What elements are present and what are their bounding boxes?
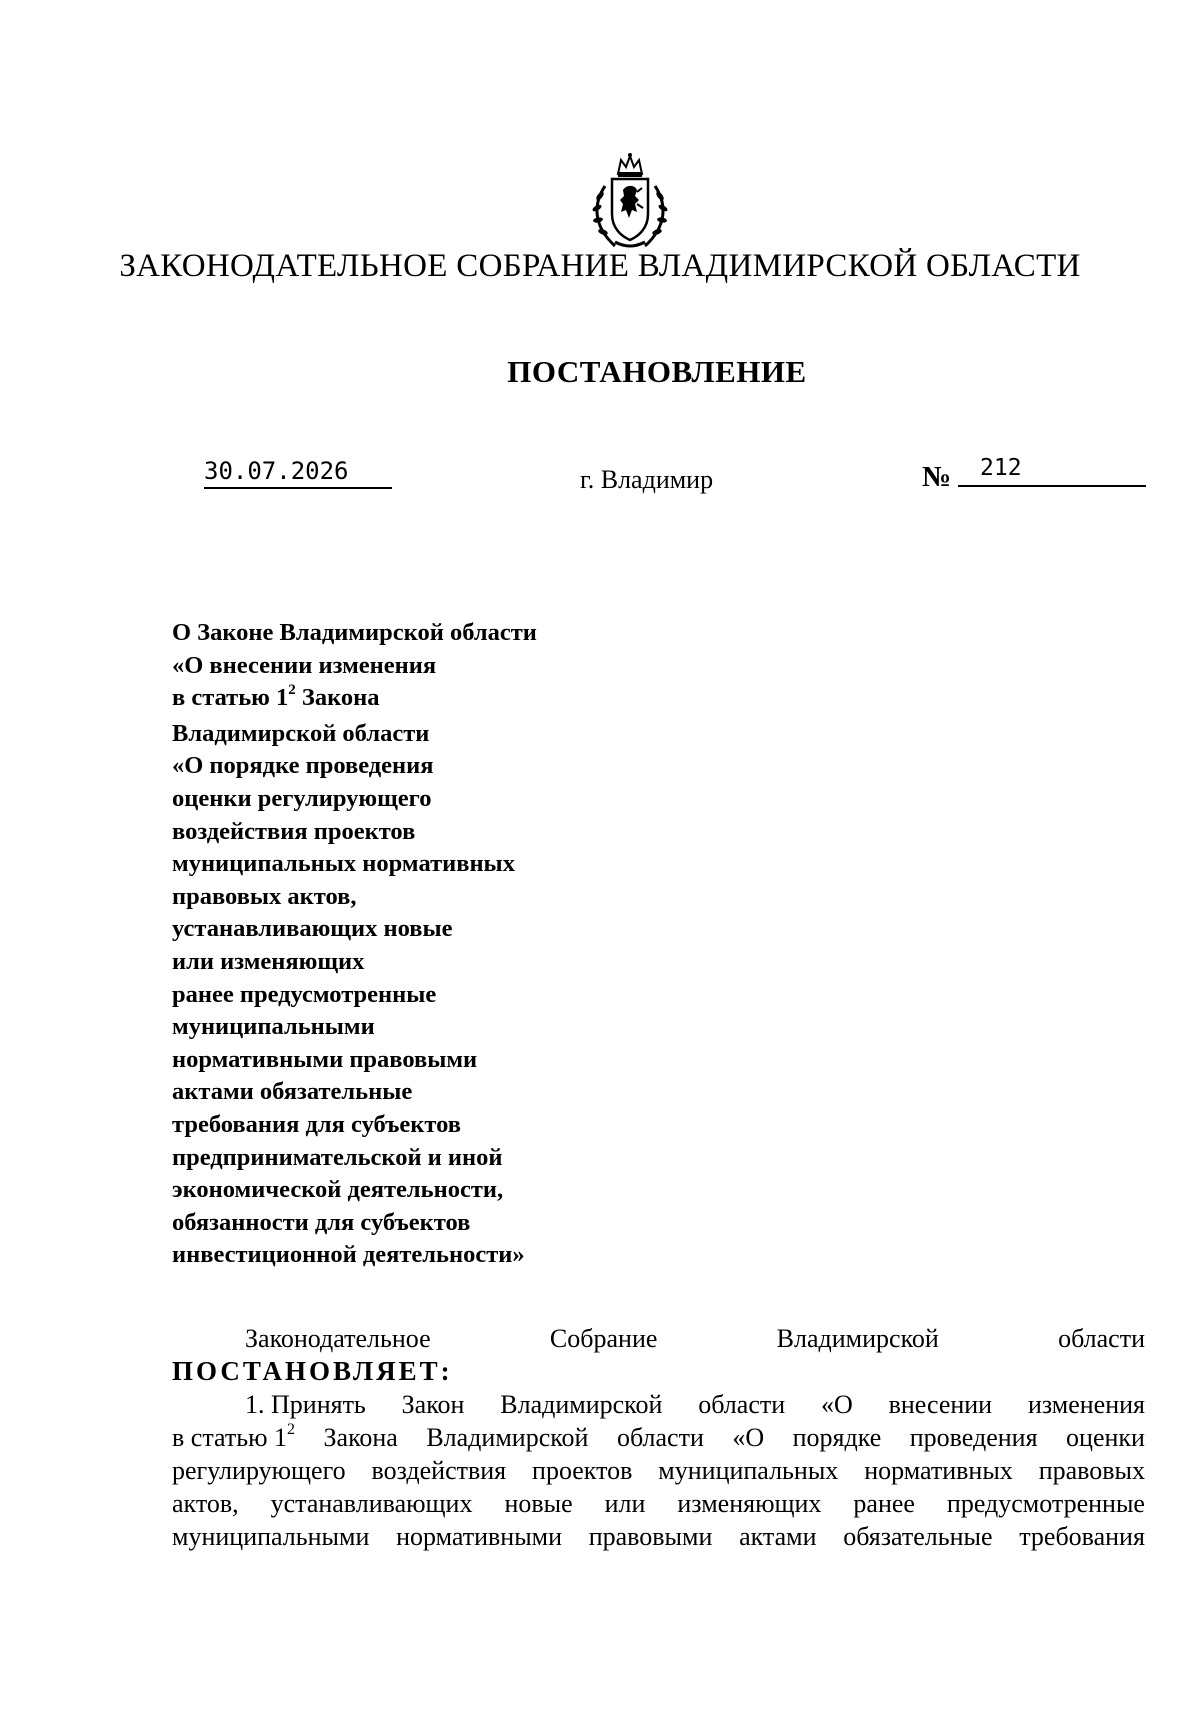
subject-line: [172, 682, 537, 718]
word: порядке: [792, 1423, 882, 1452]
word: или: [604, 1489, 646, 1518]
word: Владимирской: [426, 1423, 589, 1452]
superscript: 2: [288, 682, 296, 699]
word: изменяющих: [677, 1489, 822, 1518]
coat-of-arms-emblem: [585, 152, 675, 252]
word: предусмотренные: [946, 1489, 1145, 1518]
word: ранее: [853, 1489, 915, 1518]
word: нормативными: [396, 1522, 563, 1551]
subject-line: муниципальных нормативных: [172, 850, 515, 878]
preamble-word: области: [1058, 1324, 1145, 1353]
resolution-paragraph: [172, 1388, 1145, 1553]
resolves-heading: ПОСТАНОВЛЯЕТ:: [172, 1356, 453, 1386]
document-subject: [172, 617, 537, 1272]
subject-line-text: Закона: [301, 684, 380, 712]
subject-line-text: в статью 1: [172, 684, 289, 712]
subject-line: требования для субъектов: [172, 1110, 461, 1138]
word: актов,: [172, 1489, 239, 1518]
document-number: 212: [980, 455, 1022, 481]
subject-line: обязанности для субъектов: [172, 1208, 471, 1236]
preamble-word: Законодательное: [245, 1324, 431, 1353]
subject-line: правовых актов,: [172, 882, 357, 910]
word: внесении: [888, 1390, 993, 1419]
subject-line: нормативными правовыми: [172, 1045, 478, 1073]
subject-line: воздействия проектов: [172, 817, 416, 845]
word: требования: [1019, 1522, 1145, 1551]
superscript: 2: [287, 1421, 296, 1438]
word: воздействия: [371, 1456, 507, 1485]
word: [172, 1421, 295, 1454]
subject-line: устанавливающих новые: [172, 915, 453, 943]
number-underline: [958, 485, 1146, 487]
word: правовыми: [588, 1522, 713, 1551]
word: муниципальных: [658, 1456, 839, 1485]
subject-line: экономической деятельности,: [172, 1176, 504, 1204]
subject-line: муниципальными: [172, 1013, 375, 1041]
preamble-word: Собрание: [549, 1324, 658, 1353]
subject-line: инвестиционной деятельности»: [172, 1241, 525, 1269]
word: актами: [739, 1522, 817, 1551]
subject-line: «О порядке проведения: [172, 752, 434, 780]
paragraph-line: [172, 1487, 1145, 1520]
subject-line: Владимирской области: [172, 719, 430, 747]
organization-title: ЗАКОНОДАТЕЛЬНОЕ СОБРАНИЕ ВЛАДИМИРСКОЙ ОБЛАСТИ: [119, 248, 1081, 284]
number-label: №: [922, 461, 952, 493]
paragraph-line: [172, 1454, 1145, 1487]
word: оценки: [1066, 1423, 1145, 1452]
word: 1. Принять: [245, 1390, 366, 1419]
word: устанавливающих: [270, 1489, 473, 1518]
word: обязательные: [843, 1522, 993, 1551]
date-underline: [204, 487, 392, 489]
word-text: в статью 1: [172, 1423, 288, 1452]
subject-line: ранее предусмотренные: [172, 980, 437, 1008]
document-city: г. Владимир: [580, 465, 714, 494]
subject-line: «О внесении изменения: [172, 651, 437, 679]
preamble-word: Владимирской: [776, 1324, 939, 1353]
word: изменения: [1027, 1390, 1145, 1419]
word: нормативных: [864, 1456, 1013, 1485]
preamble-line: [245, 1324, 1145, 1354]
subject-line: предпринимательской и иной: [172, 1143, 503, 1171]
word: области: [616, 1423, 704, 1452]
document-type-title: ПОСТАНОВЛЕНИЕ: [507, 354, 807, 389]
paragraph-line: [172, 1520, 1145, 1553]
word: регулирующего: [172, 1456, 346, 1485]
paragraph-line: [172, 1388, 1145, 1421]
subject-line: О Законе Владимирской области: [172, 619, 537, 646]
subject-line: оценки регулирующего: [172, 784, 432, 812]
word: Закона: [323, 1423, 398, 1452]
word: правовых: [1038, 1456, 1145, 1485]
subject-line: или изменяющих: [172, 947, 365, 975]
word: «О: [820, 1390, 853, 1419]
document-date: 30.07.2026: [204, 457, 349, 485]
word: Владимирской: [500, 1390, 663, 1419]
word: Закон: [401, 1390, 465, 1419]
word: проектов: [532, 1456, 633, 1485]
word: проведения: [909, 1423, 1038, 1452]
word: «О: [732, 1423, 765, 1452]
word: муниципальными: [172, 1522, 370, 1551]
word: новые: [504, 1489, 573, 1518]
subject-line: актами обязательные: [172, 1078, 413, 1106]
word: области: [698, 1390, 786, 1419]
paragraph-line: [172, 1421, 1145, 1454]
